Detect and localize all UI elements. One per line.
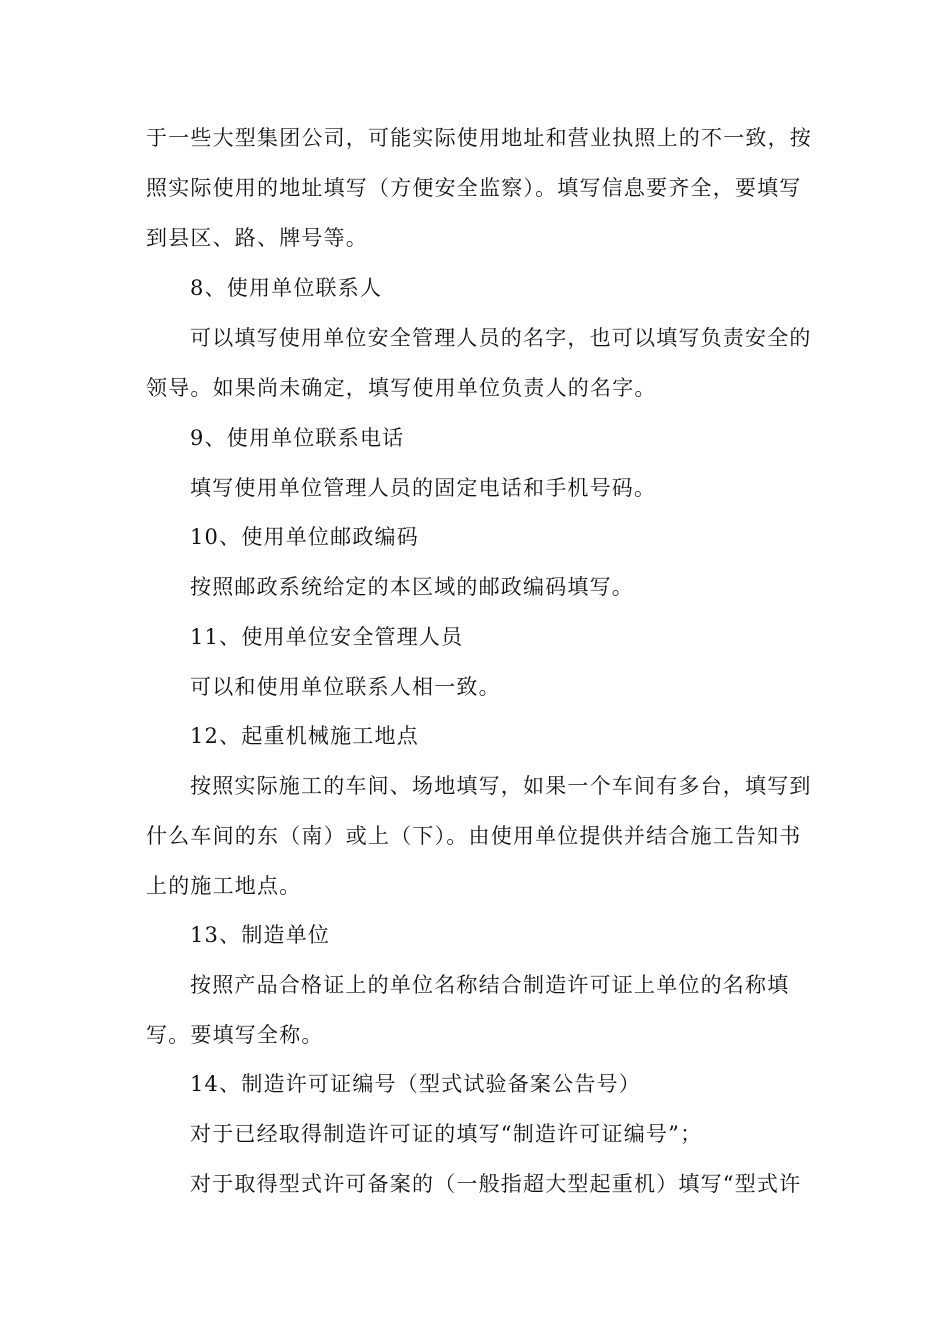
text-line: 领导。如果尚未确定，填写使用单位负责人的名字。 [146, 376, 657, 400]
section-heading: 14、制造许可证编号（型式试验备案公告号） [190, 1072, 641, 1096]
section-heading: 13、制造单位 [190, 923, 331, 947]
text-line: 按照邮政系统给定的本区域的邮政编码填写。 [190, 575, 634, 599]
section-heading: 8、使用单位联系人 [190, 276, 383, 300]
text-line: 到县区、路、牌号等。 [146, 226, 368, 250]
text-line: 什么车间的东（南）或上（下）。由使用单位提供并结合施工告知书 [146, 824, 802, 848]
text-line: 写。要填写全称。 [146, 1023, 324, 1047]
text-line: 上的施工地点。 [146, 874, 302, 898]
text-line: 按照实际施工的车间、场地填写，如果一个车间有多台，填写到 [190, 774, 812, 798]
section-heading: 9、使用单位联系电话 [190, 426, 405, 450]
section-heading: 10、使用单位邮政编码 [190, 525, 419, 549]
text-line: 于一些大型集团公司，可能实际使用地址和营业执照上的不一致，按 [146, 126, 812, 150]
text-line: 填写使用单位管理人员的固定电话和手机号码。 [190, 476, 657, 500]
section-heading: 12、起重机械施工地点 [190, 724, 419, 748]
text-line: 可以和使用单位联系人相一致。 [190, 675, 501, 699]
section-heading: 11、使用单位安全管理人员 [190, 625, 464, 649]
text-line: 对于已经取得制造许可证的填写“制造许可证编号”； [190, 1122, 703, 1146]
text-line: 照实际使用的地址填写（方便安全监察）。填写信息要齐全，要填写 [146, 176, 802, 200]
text-line: 对于取得型式许可备案的（一般指超大型起重机）填写“型式许 [190, 1172, 802, 1196]
text-line: 可以填写使用单位安全管理人员的名字，也可以填写负责安全的 [190, 326, 812, 350]
text-line: 按照产品合格证上的单位名称结合制造许可证上单位的名称填 [190, 973, 790, 997]
